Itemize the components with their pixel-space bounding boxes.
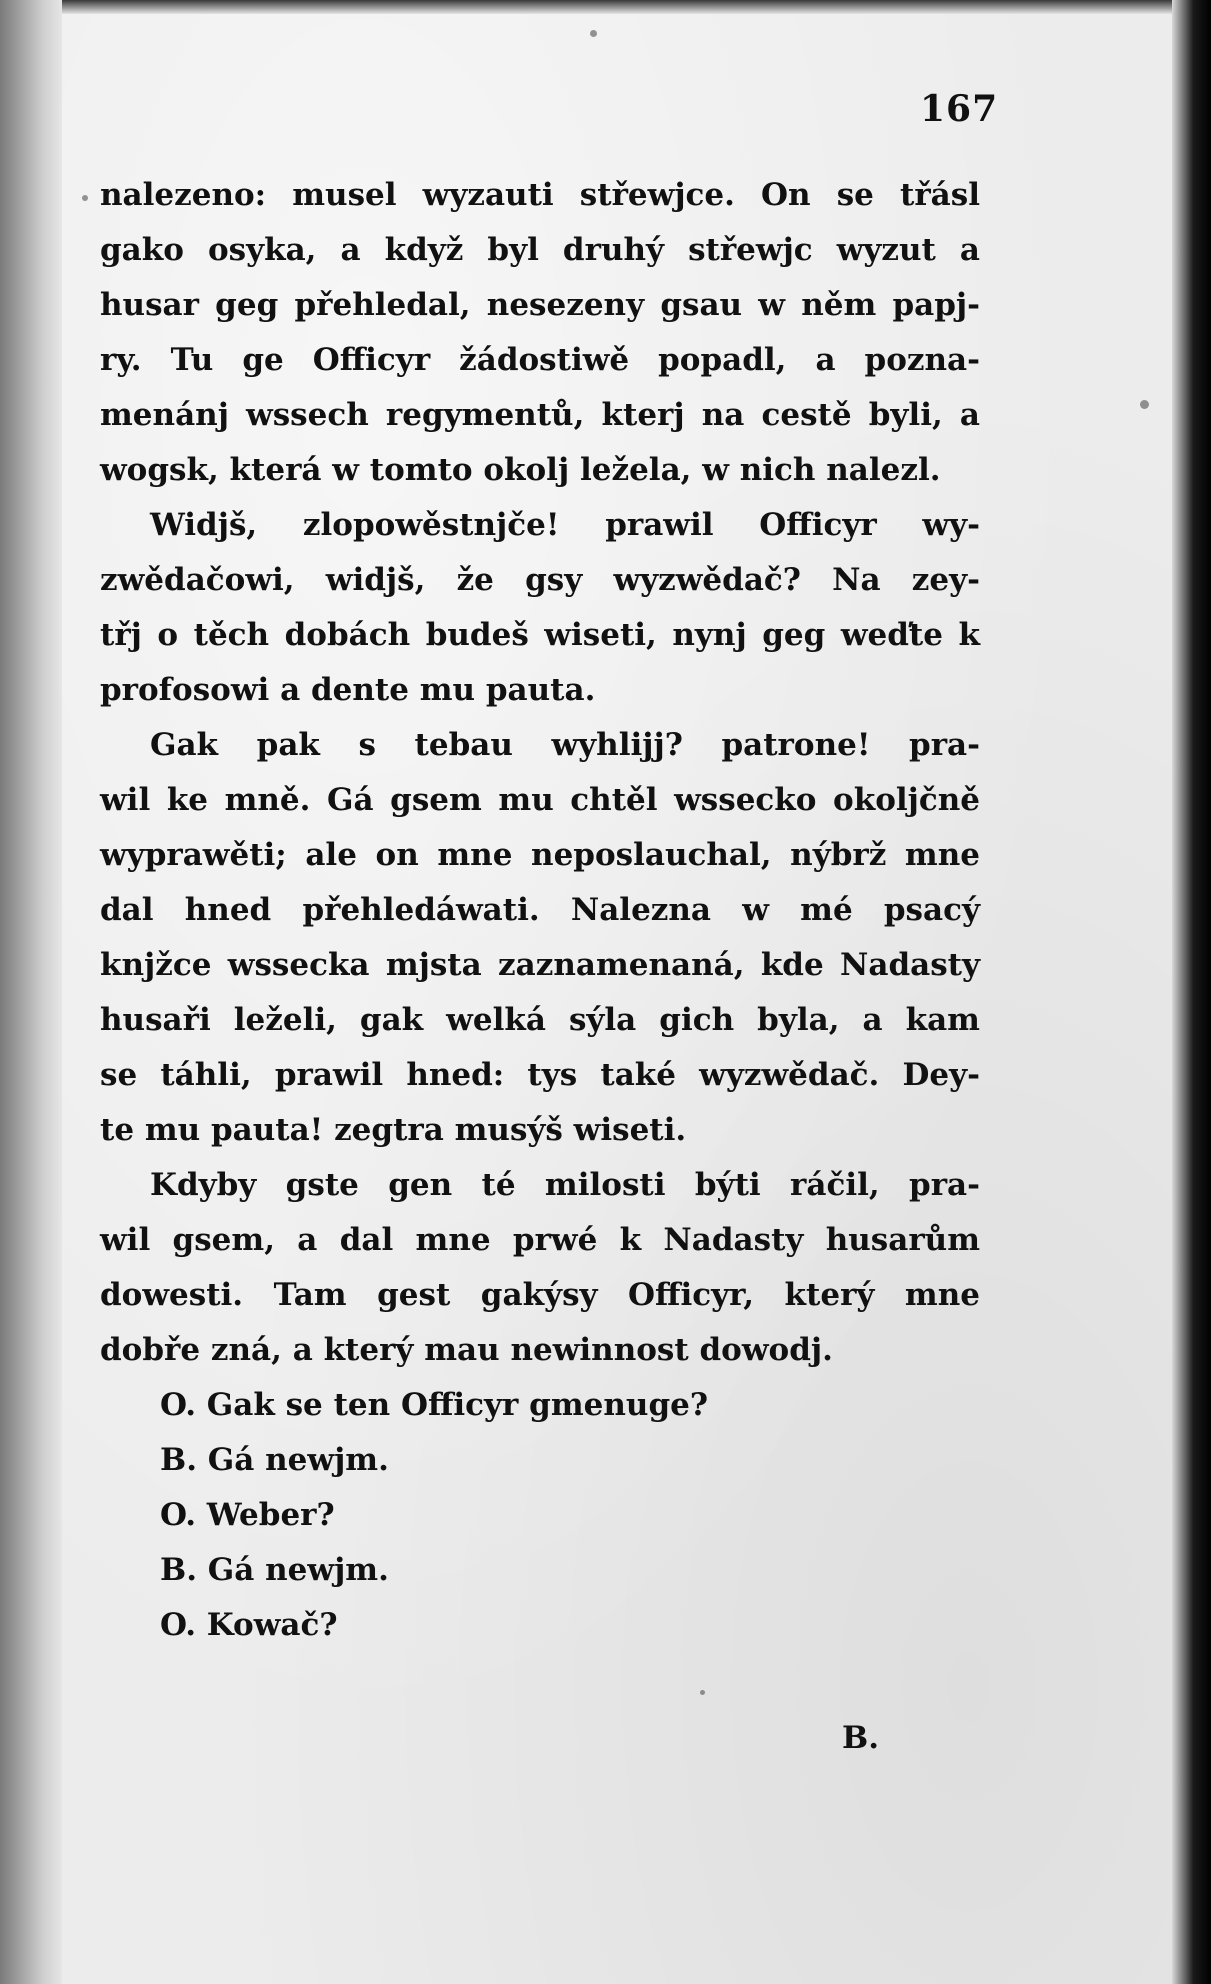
text-line: Gak pak s tebau wyhlijj? patrone! pra- [150, 727, 980, 763]
text-line: třj o těch dobách budeš wiseti, nynj geg weďte k [100, 617, 980, 653]
text-line: dal hned přehledáwati. Nalezna w mé psacý [100, 892, 980, 928]
text-line: Widjš, zlopowěstnjče! prawil Officyr wy- [150, 507, 980, 543]
catchword: B. [842, 1720, 879, 1756]
page-number: 167 [920, 88, 999, 130]
text-line: gako osyka, a když byl druhý střewjc wyzut a [100, 232, 980, 268]
text-line: se táhli, prawil hned: tys také wyzwědač. Dey- [100, 1057, 980, 1093]
text-line: husar geg přehledal, nesezeny gsau w něm papj- [100, 287, 980, 323]
text-line: ry. Tu ge Officyr žádostiwě popadl, a pozna- [100, 342, 980, 378]
dialogue-line: B. Gá newjm. [160, 1442, 389, 1478]
text-line: profosowi a dente mu pauta. [100, 672, 596, 708]
print-speck [82, 195, 88, 201]
page-right-edge [1172, 0, 1211, 1984]
print-speck [590, 30, 597, 37]
text-line: dobře zná, a který mau newinnost dowodj. [100, 1332, 833, 1368]
dialogue-line: B. Gá newjm. [160, 1552, 389, 1588]
text-line: menánj wssech regymentů, kterj na cestě byli, a [100, 397, 980, 433]
print-speck [1140, 400, 1149, 409]
text-line: te mu pauta! zegtra musýš wiseti. [100, 1112, 687, 1148]
text-line: husaři leželi, gak welká sýla gich byla, a kam [100, 1002, 980, 1038]
text-line: wil gsem, a dal mne prwé k Nadasty husarům [100, 1222, 980, 1258]
dialogue-line: O. Kowač? [160, 1607, 338, 1643]
dialogue-line: O. Gak se ten Officyr gmenuge? [160, 1387, 709, 1423]
dialogue-line: O. Weber? [160, 1497, 335, 1533]
print-speck [700, 1690, 705, 1695]
text-line: wogsk, která w tomto okolj ležela, w nich nalezl. [100, 452, 941, 488]
text-line: wyprawěti; ale on mne neposlauchal, nýbrž mne [100, 837, 980, 873]
text-line: wil ke mně. Gá gsem mu chtěl wssecko okoljčně [100, 782, 980, 818]
body-text [100, 168, 980, 1653]
text-line: zwědačowi, widjš, že gsy wyzwědač? Na zey- [100, 562, 980, 598]
text-line: Kdyby gste gen té milosti býti ráčil, pra- [150, 1167, 980, 1203]
binding-gutter [0, 0, 62, 1984]
text-line: nalezeno: musel wyzauti střewjce. On se třásl [100, 177, 980, 213]
text-line: dowesti. Tam gest gakýsy Officyr, který mne [100, 1277, 980, 1313]
text-line: knjžce wssecka mjsta zaznamenaná, kde Nadasty [100, 947, 980, 983]
page-top-edge [62, 0, 1172, 14]
